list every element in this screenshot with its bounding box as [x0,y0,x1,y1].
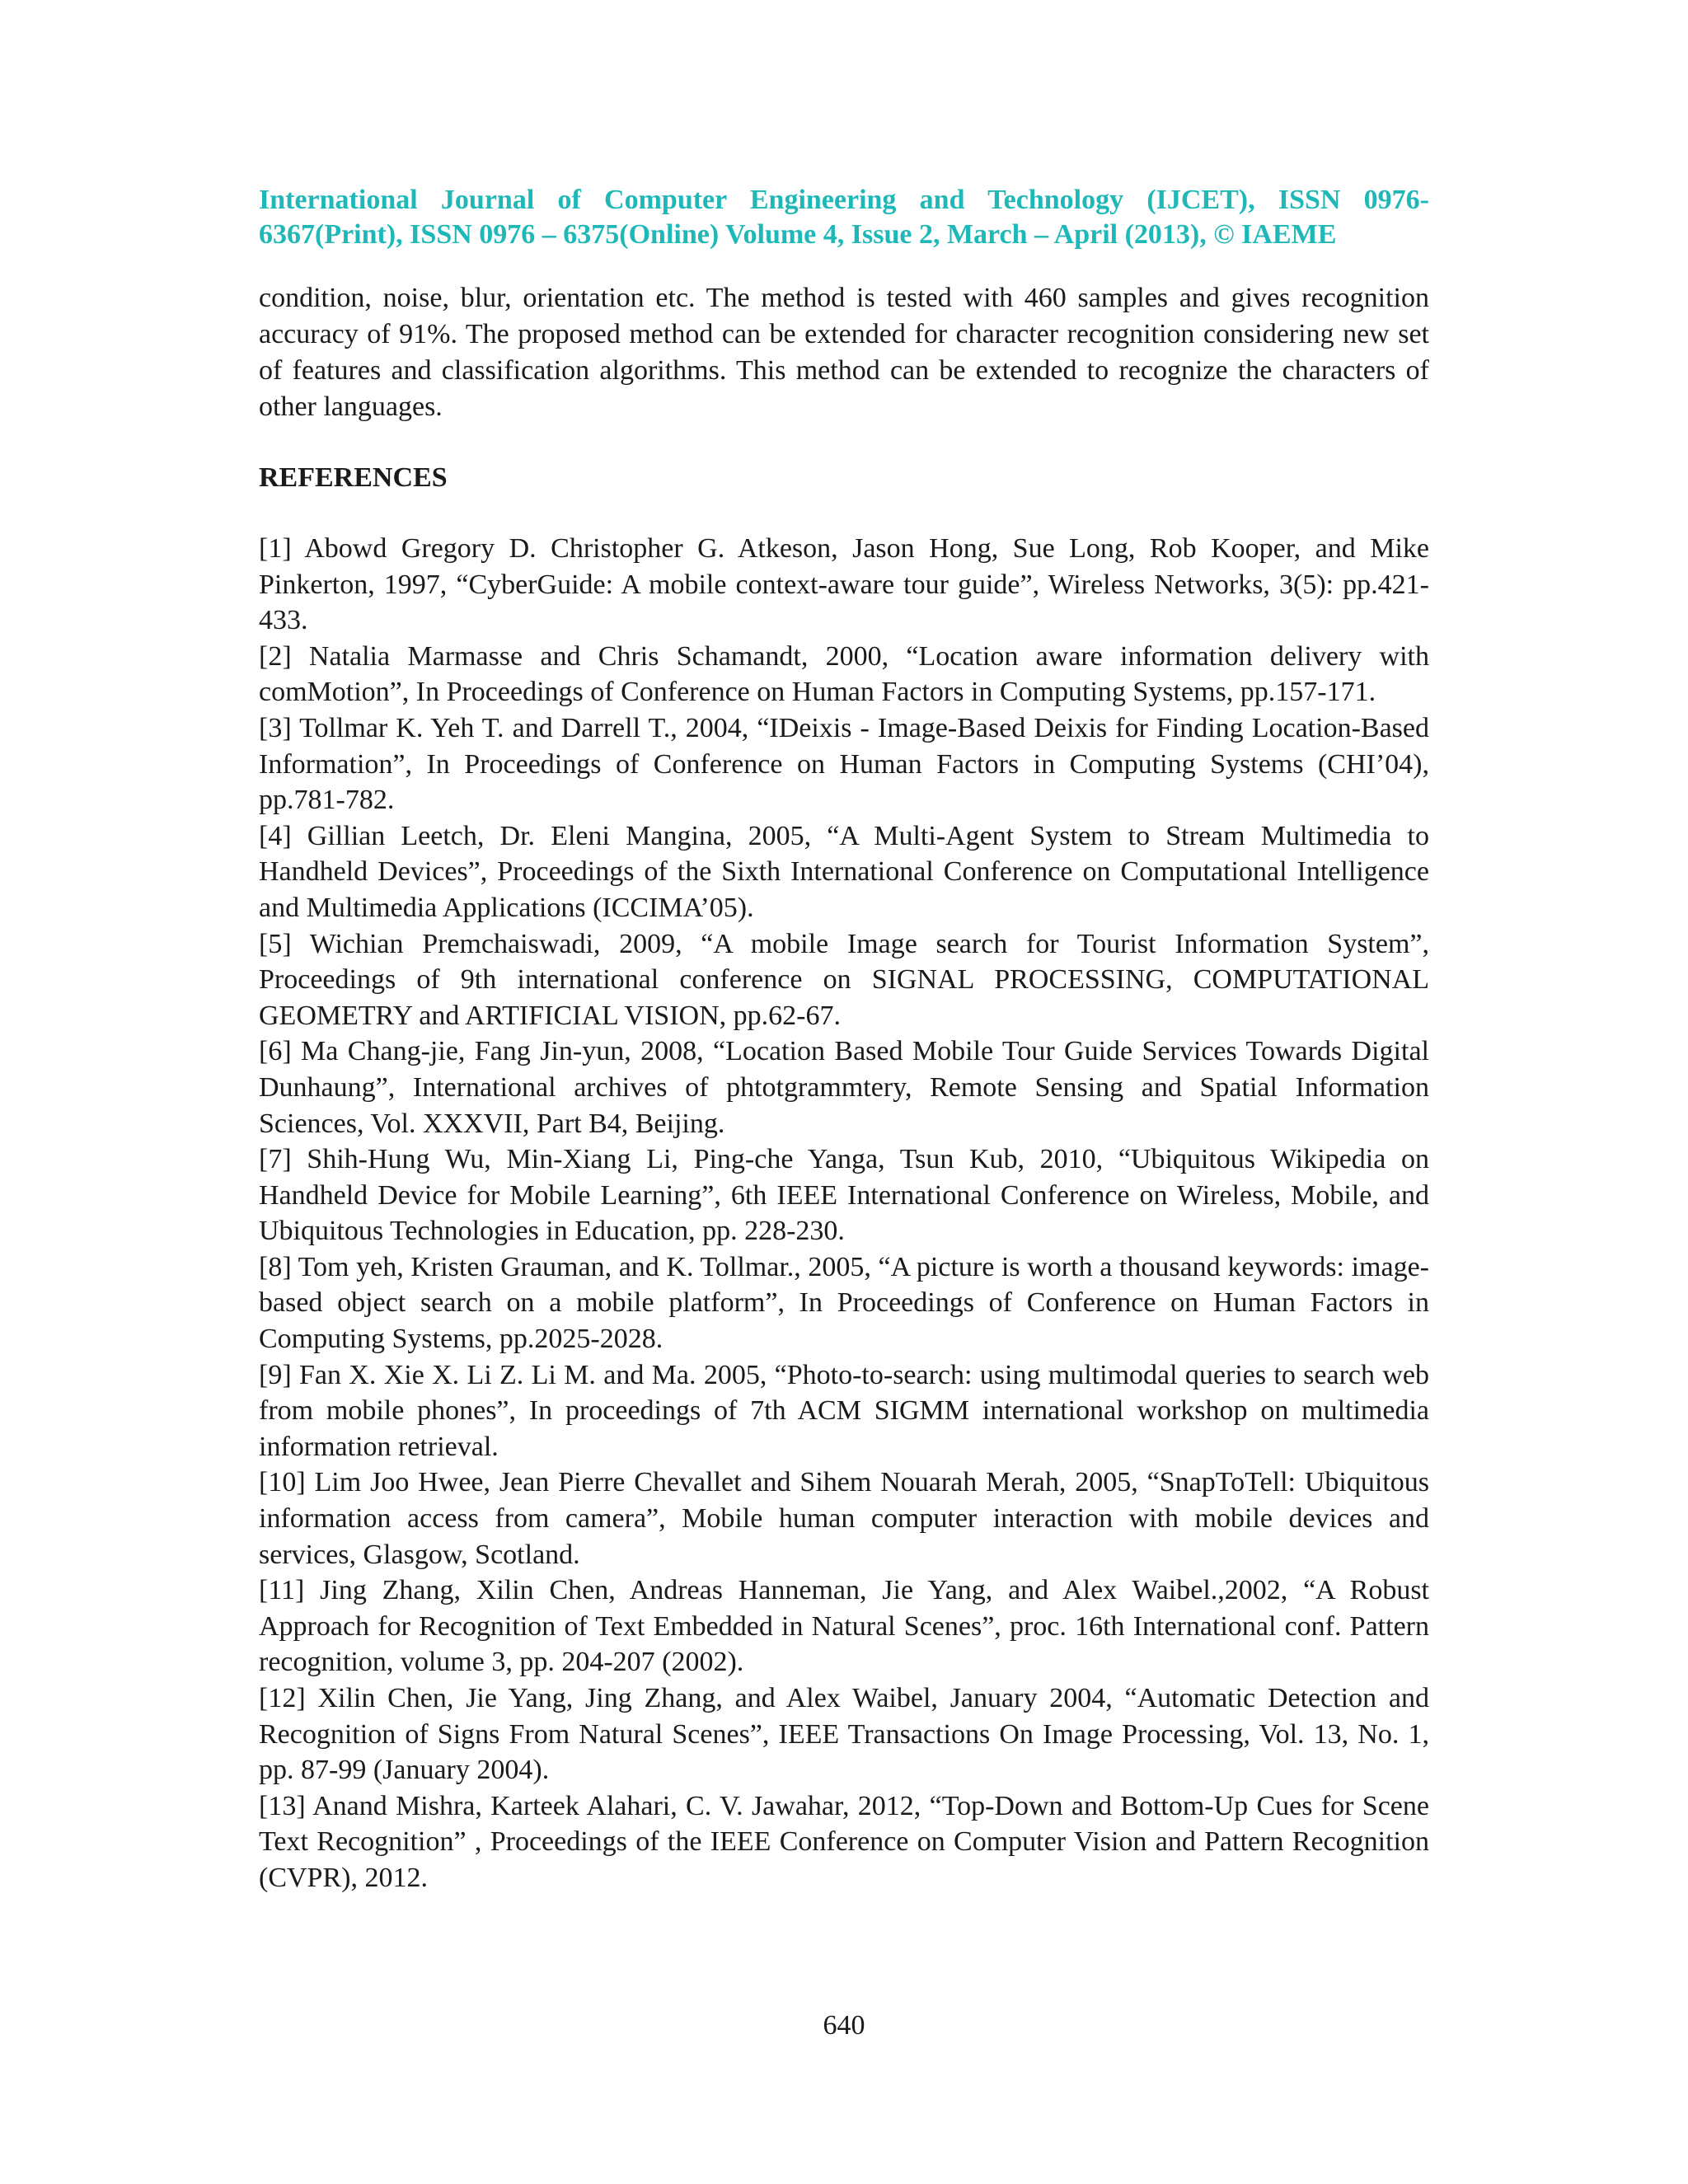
page-number: 640 [823,2010,865,2041]
reference-item: [8] Tom yeh, Kristen Grauman, and K. Tollmar., 2005, “A picture is worth a thousand keywords: image-based object search on a mobile platform”, In Proceedings of Conference on Human Factors in Computing Systems, pp.2025-2028. [259,1251,1429,1355]
reference-item: [5] Wichian Premchaiswadi, 2009, “A mobile Image search for Tourist Information System”, Proceedings of 9th international conference on SIGNAL PROCESSING, COMPUTATIONAL GEOMETRY and ARTIFICIAL VISION, pp.62-67. [259,928,1429,1031]
journal-header [259,183,1429,252]
reference-item: [13] Anand Mishra, Karteek Alahari, C. V. Jawahar, 2012, “Top-Down and Bottom-Up Cues for Scene Text Recognition” , Proceedings of the IEEE Conference on Computer Vision and Pattern Recognition (CVPR), 2012. [259,1790,1429,1893]
reference-item: [10] Lim Joo Hwee, Jean Pierre Chevallet and Sihem Nouarah Merah, 2005, “SnapToTell: Ubiquitous information access from camera”, Mobile human computer interaction with mobile devices and services, Glasgow, Scotland. [259,1467,1429,1570]
page-content [259,183,1429,1896]
references-list [259,531,1429,1896]
conclusion-paragraph: condition, noise, blur, orientation etc. The method is tested with 460 samples and gives recognition accuracy of 91%. The proposed method can be extended for character recognition considering new set of features and classification algorithms. This method can be extended to recognize the characters of other languages. [259,283,1429,422]
reference-item: [2] Natalia Marmasse and Chris Schamandt, 2000, “Location aware information delivery with comMotion”, In Proceedings of Conference on Human Factors in Computing Systems, pp.157-171. [259,640,1429,708]
references-heading: REFERENCES [259,462,448,493]
reference-item: [11] Jing Zhang, Xilin Chen, Andreas Hanneman, Jie Yang, and Alex Waibel.,2002, “A Robust Approach for Recognition of Text Embedded in Natural Scenes”, proc. 16th International conf. Pattern recognition, volume 3, pp. 204-207 (2002). [259,1575,1429,1678]
reference-item: [7] Shih-Hung Wu, Min-Xiang Li, Ping-che Yanga, Tsun Kub, 2010, “Ubiquitous Wikipedia on Handheld Device for Mobile Learning”, 6th IEEE International Conference on Wireless, Mobile, and Ubiquitous Technologies in Education, pp. 228-230. [259,1144,1429,1247]
journal-header-line-1: International Journal of Computer Engineering and Technology (IJCET), ISSN 0976- [259,185,1429,215]
reference-item: [4] Gillian Leetch, Dr. Eleni Mangina, 2005, “A Multi-Agent System to Stream Multimedia to Handheld Devices”, Proceedings of the Sixth International Conference on Computational Intelligence and Multimedia Applications (ICCIMA’05). [259,820,1429,923]
reference-item: [6] Ma Chang-jie, Fang Jin-yun, 2008, “Location Based Mobile Tour Guide Services Towards Digital Dunhaung”, International archives of phtotgrammtery, Remote Sensing and Spatial Information Sciences, Vol. XXXVII, Part B4, Beijing. [259,1036,1429,1139]
reference-item: [1] Abowd Gregory D. Christopher G. Atkeson, Jason Hong, Sue Long, Rob Kooper, and Mike Pinkerton, 1997, “CyberGuide: A mobile context-aware tour guide”, Wireless Networks, 3(5): pp.421-433. [259,533,1429,636]
reference-item: [9] Fan X. Xie X. Li Z. Li M. and Ma. 2005, “Photo-to-search: using multimodal queries to search web from mobile phones”, In proceedings of 7th ACM SIGMM international workshop on multimedia information retrieval. [259,1359,1429,1462]
reference-item: [3] Tollmar K. Yeh T. and Darrell T., 2004, “IDeixis - Image-Based Deixis for Finding Location-Based Information”, In Proceedings of Conference on Human Factors in Computing Systems (CHI’04), pp.781-782. [259,712,1429,816]
journal-header-line-2: 6367(Print), ISSN 0976 – 6375(Online) Volume 4, Issue 2, March – April (2013), © IAEME [259,219,1337,250]
reference-item: [12] Xilin Chen, Jie Yang, Jing Zhang, and Alex Waibel, January 2004, “Automatic Detection and Recognition of Signs From Natural Scenes”, IEEE Transactions On Image Processing, Vol. 13, No. 1, pp. 87-99 (January 2004). [259,1683,1429,1786]
